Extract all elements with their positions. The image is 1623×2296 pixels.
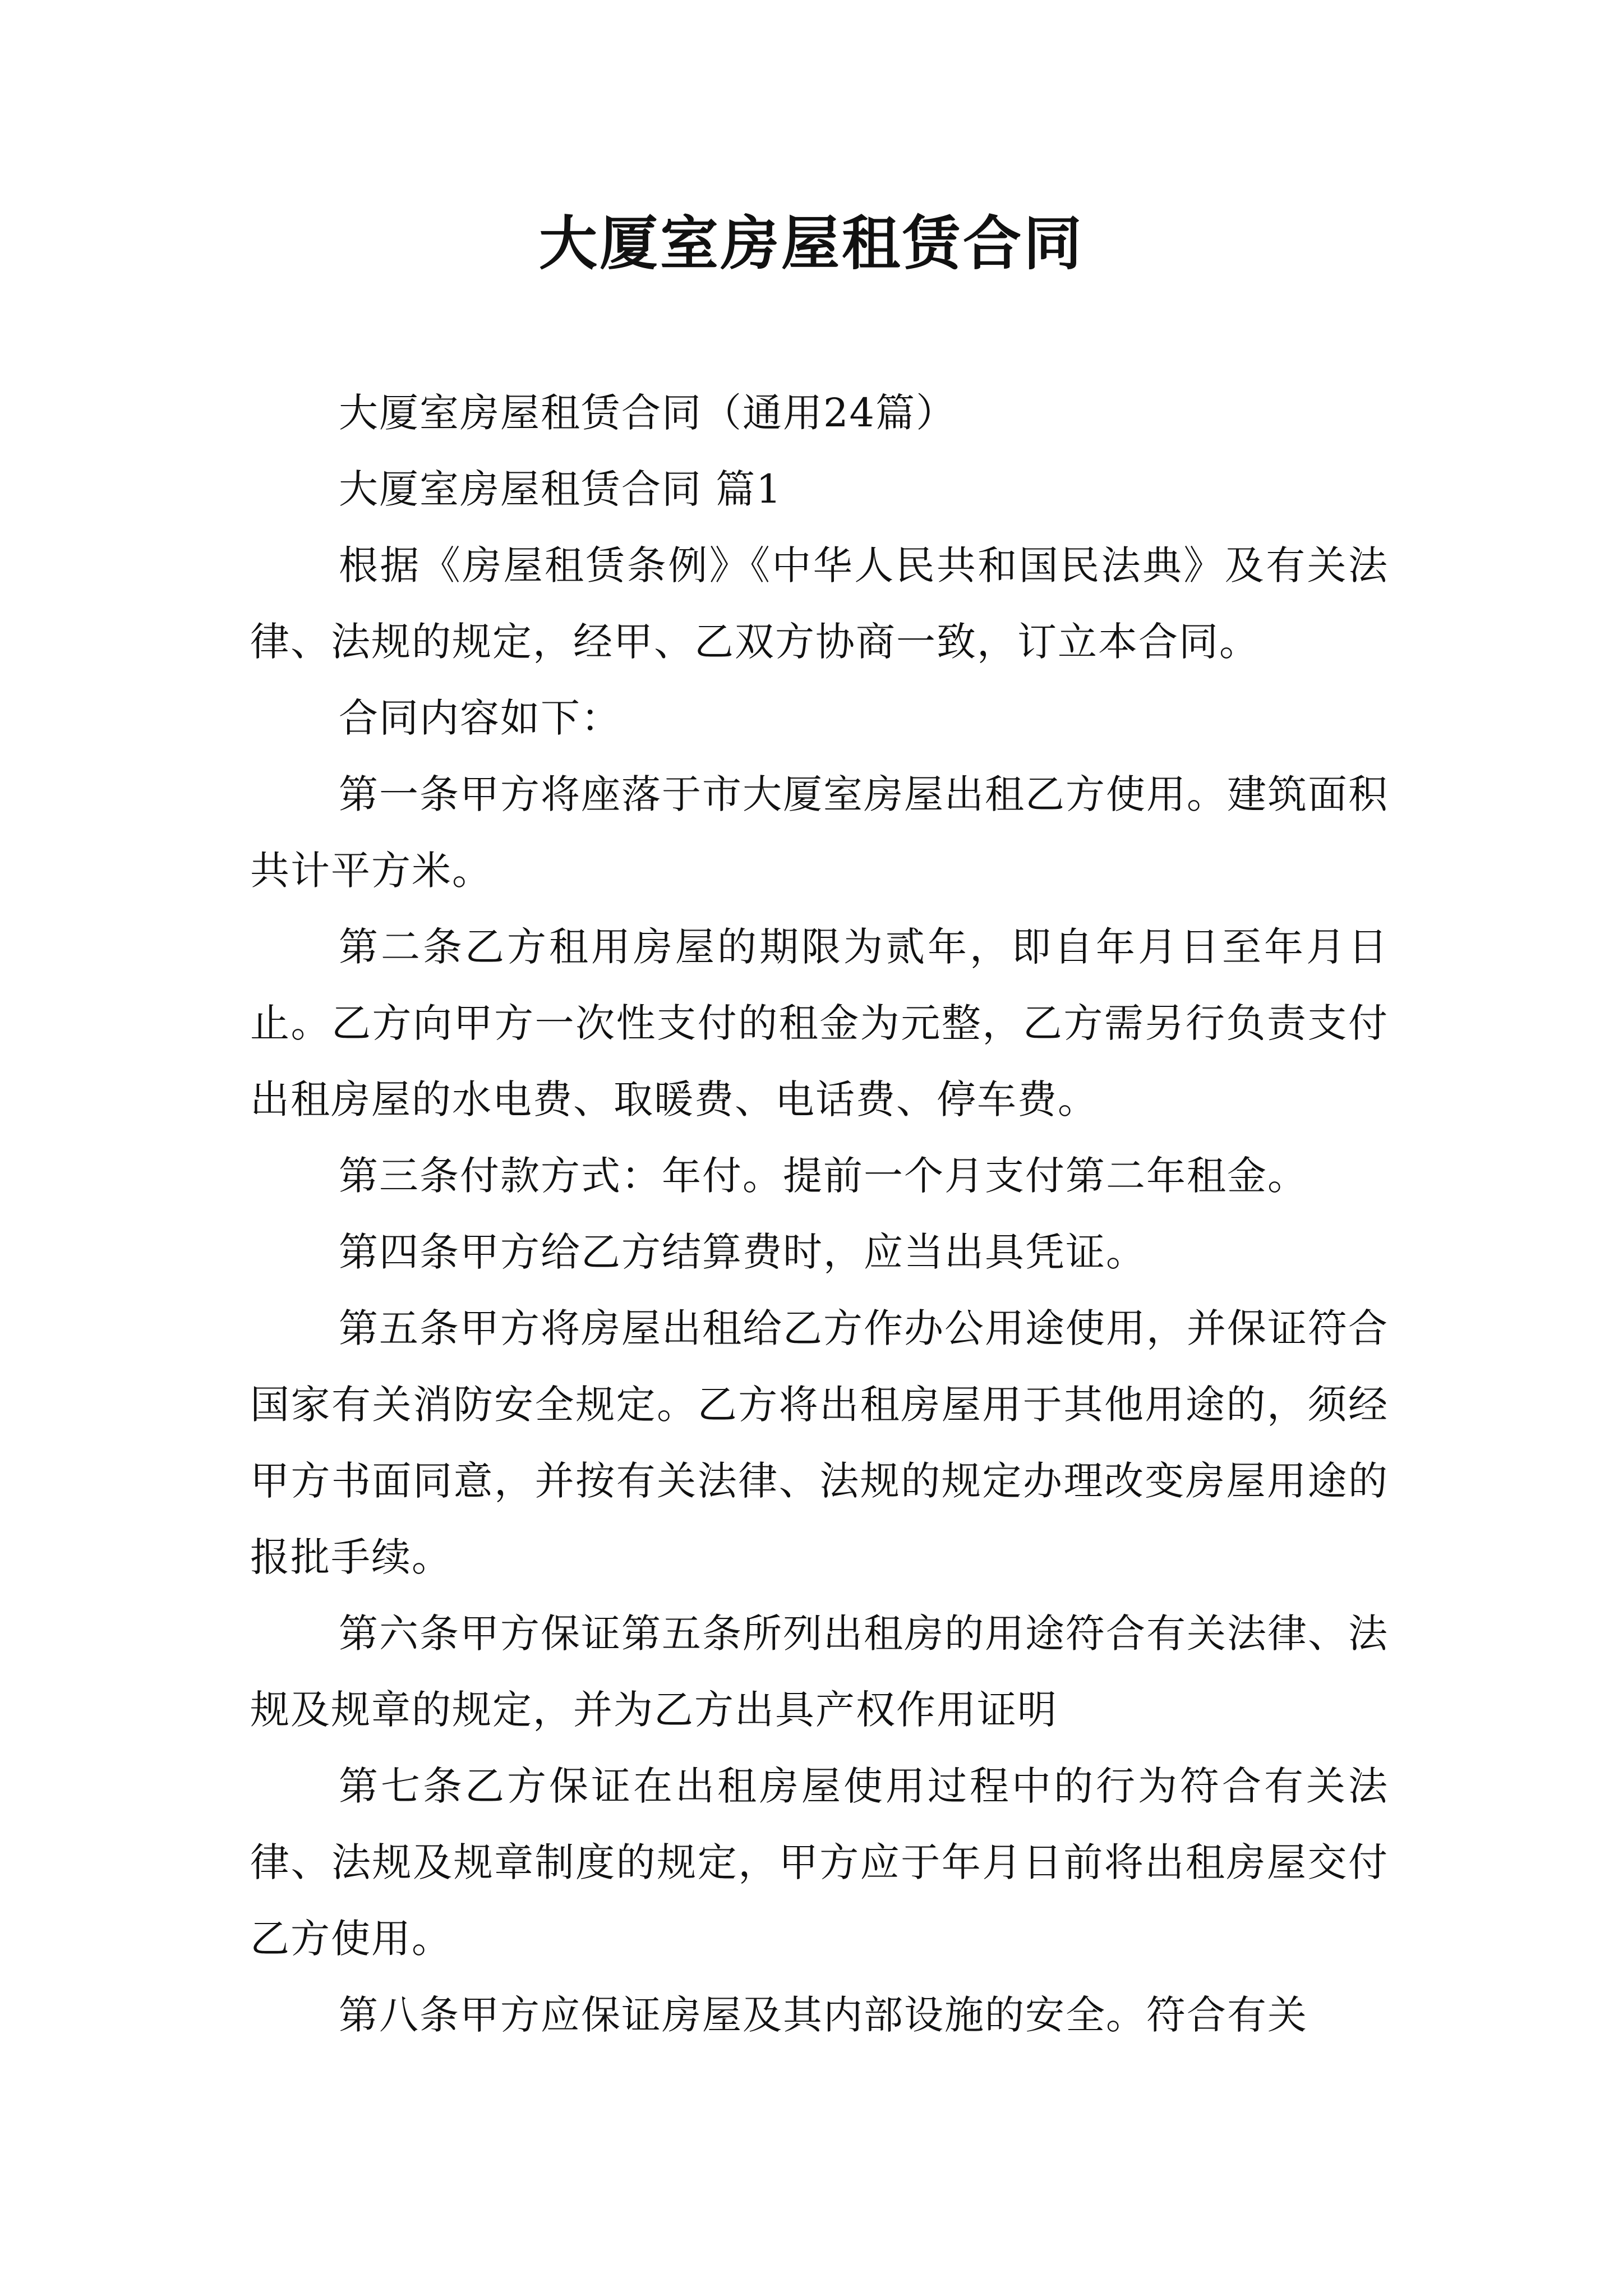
article-5-paragraph: 第五条甲方将房屋出租给乙方作办公用途使用，并保证符合国家有关消防安全规定。乙方将出租房屋用于其他用途的，须经甲方书面同意，并按有关法律、法规的规定办理改变房屋用途的报批手续。 <box>250 1305 1389 1580</box>
contents-intro-paragraph: 合同内容如下： <box>339 695 621 741</box>
article-4-paragraph: 第四条甲方给乙方结算费时，应当出具凭证。 <box>339 1229 1146 1275</box>
article-8-paragraph: 第八条甲方应保证房屋及其内部设施的安全。符合有关 <box>339 1992 1308 2038</box>
article-6-paragraph: 第六条甲方保证第五条所列出租房的用途符合有关法律、法规及规章的规定，并为乙方出具产权作用证明 <box>250 1611 1389 1733</box>
document-title: 大厦室房屋租赁合同 <box>538 209 1084 278</box>
article-7-paragraph: 第七条乙方保证在出租房屋使用过程中的行为符合有关法律、法规及规章制度的规定，甲方应于年月日前将出租房屋交付乙方使用。 <box>250 1763 1389 1962</box>
article-2-paragraph: 第二条乙方租用房屋的期限为贰年，即自年月日至年月日止。乙方向甲方一次性支付的租金为元整，乙方需另行负责支付出租房屋的水电费、取暖费、电话费、停车费。 <box>250 924 1389 1122</box>
section-heading: 大厦室房屋租赁合同 篇1 <box>339 466 782 512</box>
article-1-paragraph: 第一条甲方将座落于市大厦室房屋出租乙方使用。建筑面积共计平方米。 <box>250 771 1389 894</box>
subtitle-paragraph: 大厦室房屋租赁合同（通用24篇） <box>339 390 957 436</box>
preamble-paragraph: 根据《房屋租赁条例》《中华人民共和国民法典》及有关法律、法规的规定，经甲、乙双方协商一致，订立本合同。 <box>250 542 1389 665</box>
article-3-paragraph: 第三条付款方式：年付。提前一个月支付第二年租金。 <box>339 1153 1308 1199</box>
document-body <box>250 375 1389 2053</box>
